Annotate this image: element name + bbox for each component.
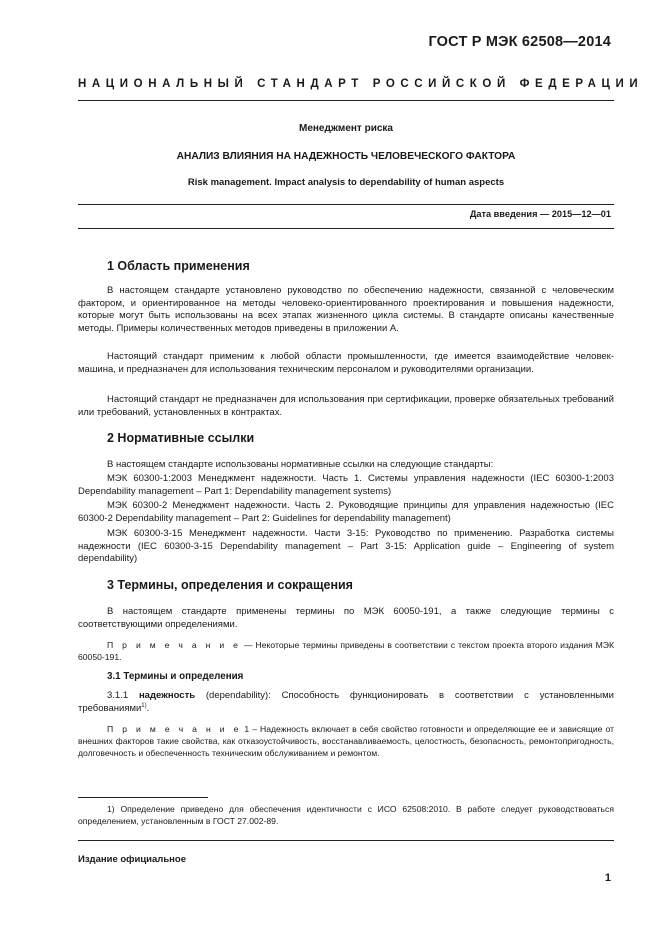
term-word: надежность (138, 690, 196, 701)
introduction-date: Дата введения — 2015—12—01 (469, 209, 611, 219)
section-3-paragraph-1: В настоящем стандарте применены термины по МЭК 60050-191, а также следующие термины с соответствующими определениями. (78, 606, 614, 630)
footnote: 1) Определение приведено для обеспечения идентичности с ИСО 62508:2010. В работе следует руководствоваться определением, установленным в ГОСТ 27.002-89. (78, 804, 614, 826)
section-3-note (78, 639, 614, 663)
header-divider (78, 100, 614, 101)
section-1-paragraph-3: Настоящий стандарт не предназначен для использования при сертификации, проверке обязательных требований или требований, установленных в контрактах. (78, 394, 614, 418)
note-1-text: 1 – Надежность включает в себя свойство готовности и определяющие ее и зависящие от внешних факторов такие свойства, как отказоустойчивость, восстанавливаемость, целостность, безопасность, ремонтопригодность, долговечность и обеспеченность техническим обслуживанием и ремонтом. (78, 724, 614, 758)
section-3-heading: 3 Термины, определения и сокращения (107, 578, 353, 592)
normative-reference-2: МЭК 60300-2 Менеджмент надежности. Часть 2. Руководящие принципы для управления надежностью (IEC 60300-2 Dependability management – Part 2: Guidelines for dependability management) (78, 500, 614, 524)
title-divider-bottom (78, 228, 614, 229)
document-subject: Менеджмент риска (299, 123, 393, 134)
section-1-paragraph-1: В настоящем стандарте установлено руководство по обеспечению надежности, связанной с человеческим фактором, и ориентированное на методы человеко-ориентированного проектирования и повышения надежности, которые могут быть использованы на всех этапах жизненного цикла системы. В стандарте описаны качественные методы. Примеры количественных методов приведены в приложении А. (78, 285, 614, 334)
term-definition: (dependability): Способность функционировать в соответствии с установленными требованиями (78, 690, 614, 714)
section-2-paragraph-1: В настоящем стандарте использованы нормативные ссылки на следующие стандарты: (107, 459, 494, 470)
section-1-heading: 1 Область применения (107, 259, 250, 273)
document-title: АНАЛИЗ ВЛИЯНИЯ НА НАДЕЖНОСТЬ ЧЕЛОВЕЧЕСКОГО ФАКТОРА (176, 151, 516, 162)
title-divider-top (78, 204, 614, 205)
document-title-english: Risk management. Impact analysis to dependability of human aspects (187, 177, 505, 188)
note-text: — Некоторые термины приведены в соответствии с текстом проекта второго издания МЭК 60050-191. (78, 640, 614, 662)
subsection-3-1-heading: 3.1 Термины и определения (107, 671, 244, 682)
note-label: П р и м е ч а н и е (107, 640, 241, 650)
official-edition-label: Издание официальное (78, 854, 186, 865)
term-note-1 (78, 723, 614, 759)
section-1-paragraph-2: Настоящий стандарт применим к любой области промышленности, где имеется взаимодействие человек-машина, и предназначен для использования техническим персоналом и руководителями организации. (78, 351, 614, 375)
normative-reference-1: МЭК 60300-1:2003 Менеджмент надежности. Часть 1. Системы управления надежности (IEC 60300-1:2003 Dependability management – Part 1: Dependability management systems) (78, 473, 614, 497)
term-number: 3.1.1 (107, 690, 139, 701)
page-number: 1 (604, 872, 611, 884)
term-3-1-1 (78, 690, 614, 715)
footnote-marker: 1) (141, 702, 147, 709)
normative-reference-3: МЭК 60300-3-15 Менеджмент надежности. Части 3-15: Руководство по применению. Разработка системы надежности (IEC 60300-3-15 Dependability management – Part 3-15: Application guide – Engineering of system dependability) (78, 528, 614, 565)
footer-divider (78, 840, 614, 841)
national-standard-banner: НАЦИОНАЛЬНЫЙ СТАНДАРТ РОССИЙСКОЙ ФЕДЕРАЦИИ (78, 78, 644, 90)
section-2-heading: 2 Нормативные ссылки (107, 431, 255, 445)
note-1-label: П р и м е ч а н и е (107, 724, 242, 734)
document-code: ГОСТ Р МЭК 62508—2014 (428, 34, 611, 50)
footnote-divider (78, 797, 208, 798)
term-end: . (146, 702, 150, 714)
